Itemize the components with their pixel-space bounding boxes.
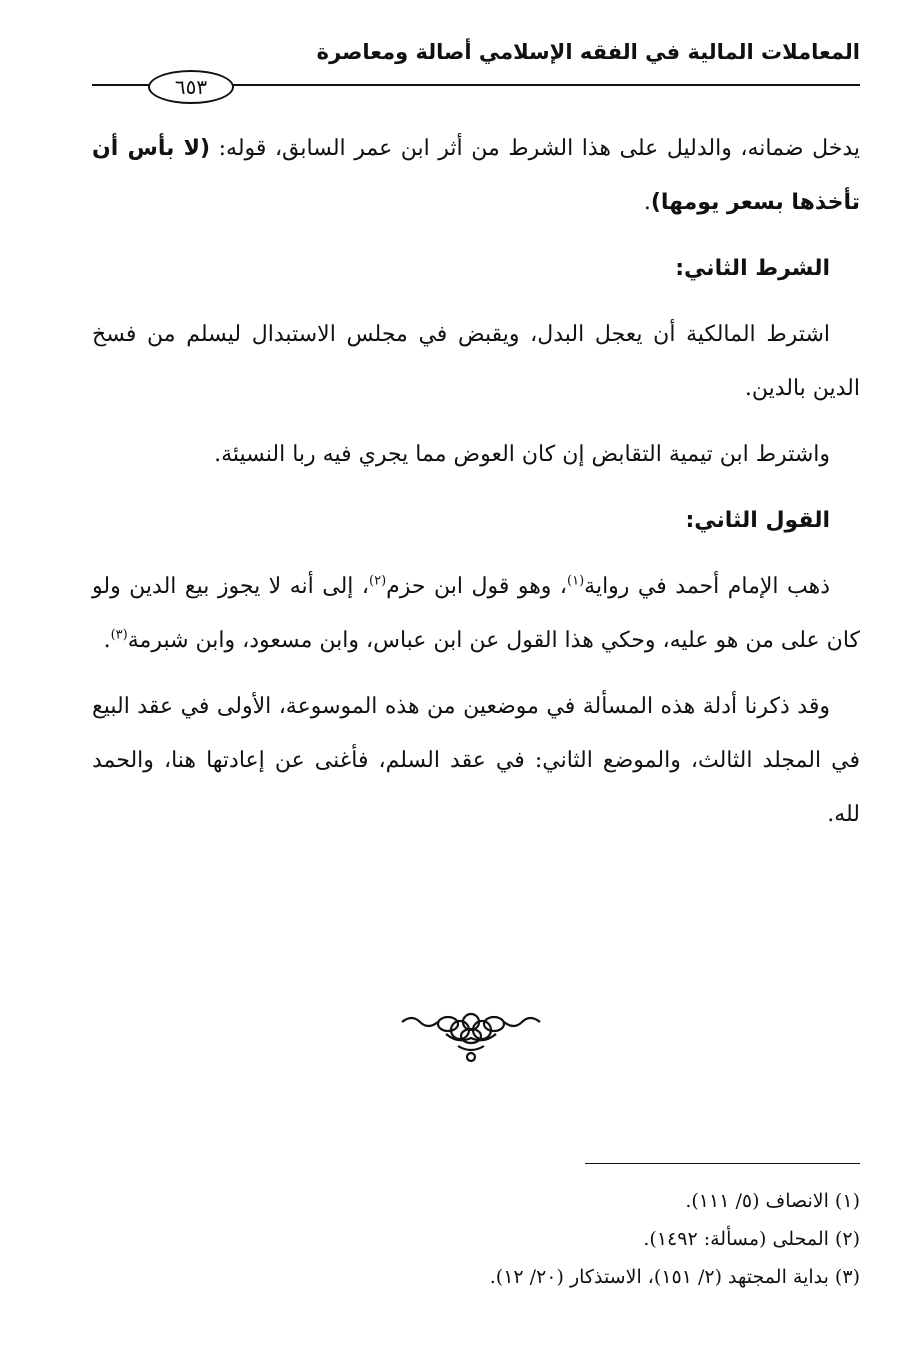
paragraph-2: اشترط المالكية أن يعجل البدل، ويقبض في مجلس الاستبدال ليسلم من فسخ الدين بالدين. — [92, 322, 860, 401]
p1-text: يدخل ضمانه، والدليل على هذا الشرط من أثر ابن عمر السابق، قوله: — [210, 136, 860, 161]
footnote-1: (١) الانصاف (٥/ ١١١). — [685, 1190, 860, 1212]
footnote-ref-2[interactable]: (٢) — [369, 573, 387, 589]
paragraph-4 — [92, 560, 860, 668]
footnote-3: (٣) بداية المجتهد (٢/ ١٥١)، الاستذكار (٢٠/ ١٢). — [489, 1266, 860, 1288]
p4-part-a: ذهب الإمام أحمد في رواية — [584, 574, 831, 599]
main-text — [92, 122, 860, 854]
paragraph-3: واشترط ابن تيمية التقابض إن كان العوض مما يجري فيه ربا النسيئة. — [214, 442, 830, 467]
footnote-separator — [585, 1163, 860, 1164]
heading-second-condition: الشرط الثاني: — [675, 256, 830, 281]
p4-part-c: ، إلى أنه لا يجوز بيع الدين ولو كان على من هو عليه، وحكي هذا القول عن ابن عباس، وابن مسعود، وابن شبرمة — [92, 574, 860, 653]
paragraph-5: وقد ذكرنا أدلة هذه المسألة في موضعين من هذه الموسوعة، الأولى في عقد البيع في المجلد الثالث، والموضع الثاني: في عقد السلم، فأغنى عن إعادتها هنا، والحمد لله. — [92, 694, 860, 827]
heading-second-opinion: القول الثاني: — [685, 508, 830, 533]
footnote-ref-1[interactable]: (١) — [567, 573, 585, 589]
running-title: المعاملات المالية في الفقه الإسلامي أصالة ومعاصرة — [316, 40, 860, 64]
p1-end: . — [643, 190, 651, 215]
footnotes — [340, 1182, 860, 1296]
footnote-ref-3[interactable]: (٣) — [110, 627, 128, 643]
p4-part-d: . — [103, 628, 111, 653]
p1-quote: (لا بأس أن تأخذها بسعر يومها) — [92, 136, 860, 215]
p4-part-b: ، وهو قول ابن حزم — [386, 574, 568, 599]
footnote-2: (٢) المحلى (مسألة: ١٤٩٢). — [643, 1228, 860, 1250]
page-number: ٦٥٣ — [148, 70, 234, 104]
ornament-divider-icon — [398, 1008, 544, 1064]
paragraph-1 — [92, 122, 860, 230]
